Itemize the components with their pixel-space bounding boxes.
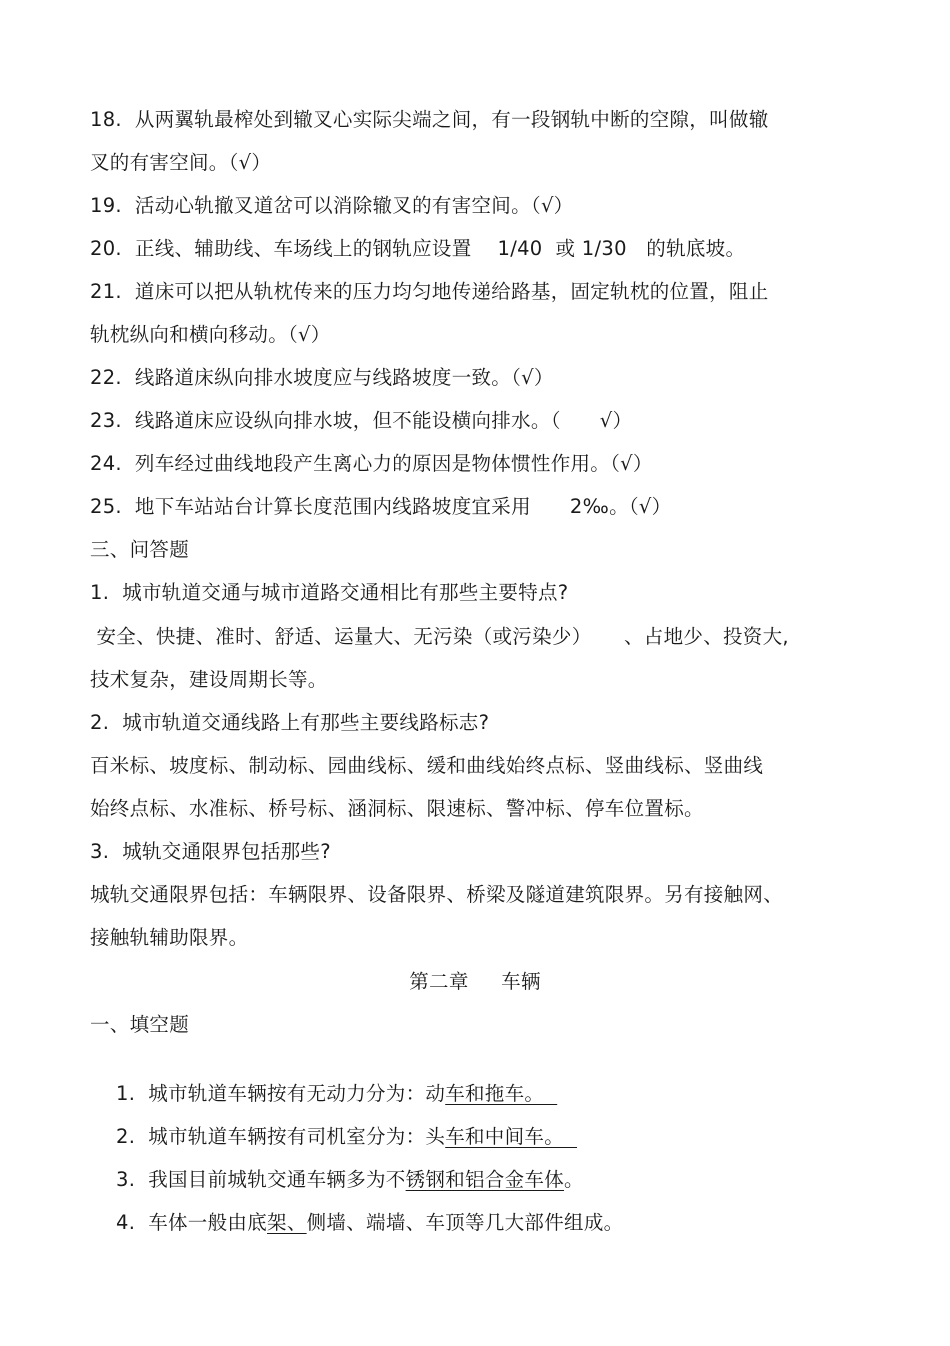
question-21-line2: 轨枕纵向和横向移动。（√） <box>90 323 331 346</box>
fill-item-1-answer: 车和拖车。 <box>445 1082 558 1105</box>
fill-item-2-answer: 车和中间车。 <box>445 1125 578 1148</box>
qa-answer-3-line1: 城轨交通限界包括：车辆限界、设备限界、桥梁及隧道建筑限界。另有接触网、 <box>90 883 784 906</box>
qa-question-1: 1. 城市轨道交通与城市道路交通相比有那些主要特点? <box>90 581 569 604</box>
section-heading-fill: 一、填空题 <box>90 1013 190 1036</box>
question-23: 23. 线路道床应设纵向排水坡，但不能设横向排水。（ √） <box>90 409 633 432</box>
qa-answer-1-line2: 技术复杂，建设周期长等。 <box>90 668 328 691</box>
qa-question-3: 3. 城轨交通限界包括那些? <box>90 840 331 863</box>
fill-item-4-end: 侧墙、端墙、车顶等几大部件组成。 <box>306 1211 624 1234</box>
fill-item-3-text: 3. 我国目前城轨交通车辆多为不 <box>116 1168 406 1191</box>
fill-item-3-end: 。 <box>564 1168 584 1191</box>
qa-question-2: 2. 城市轨道交通线路上有那些主要线路标志? <box>90 711 490 734</box>
fill-item-2-text: 2. 城市轨道车辆按有司机室分为：头 <box>116 1125 446 1148</box>
question-22: 22. 线路道床纵向排水坡度应与线路坡度一致。（√） <box>90 366 554 389</box>
chapter-title: 第二章 车辆 <box>409 970 541 993</box>
fill-item-4-text: 4. 车体一般由底 <box>116 1211 268 1234</box>
fill-item-4 <box>90 1184 623 1262</box>
fill-item-1-text: 1. 城市轨道车辆按有无动力分为：动 <box>116 1082 446 1105</box>
question-20: 20. 正线、辅助线、车场线上的钢轨应设置 1/40 或 1/30 的轨底坡。 <box>90 237 746 260</box>
question-25: 25. 地下车站站台计算长度范围内线路坡度宜采用 2‰。（√） <box>90 495 672 518</box>
question-18-line1: 18. 从两翼轨最榨处到辙叉心实际尖端之间，有一段钢轨中断的空隙，叫做辙 <box>90 108 769 131</box>
fill-item-4-answer: 架、 <box>267 1211 307 1234</box>
qa-answer-2-line1: 百米标、坡度标、制动标、园曲线标、缓和曲线始终点标、竖曲线标、竖曲线 <box>90 754 764 777</box>
question-18-line2: 叉的有害空间。（√） <box>90 151 272 174</box>
qa-answer-3-line2: 接触轨辅助限界。 <box>90 926 249 949</box>
qa-answer-2-line2: 始终点标、水准标、桥号标、涵洞标、限速标、警冲标、停车位置标。 <box>90 797 704 820</box>
question-19: 19. 活动心轨撤叉道岔可以消除辙叉的有害空间。（√） <box>90 194 574 217</box>
qa-answer-1-line1: 安全、快捷、准时、舒适、运量大、无污染（或污染少） 、占地少、投资大, <box>90 625 789 648</box>
question-21-line1: 21. 道床可以把从轨枕传来的压力均匀地传递给路基，固定轨枕的位置，阻止 <box>90 280 769 303</box>
fill-item-3-answer: 锈钢和铝合金车体 <box>405 1168 565 1191</box>
section-heading-qa: 三、问答题 <box>90 538 190 561</box>
question-24: 24. 列车经过曲线地段产生离心力的原因是物体惯性作用。（√） <box>90 452 653 475</box>
